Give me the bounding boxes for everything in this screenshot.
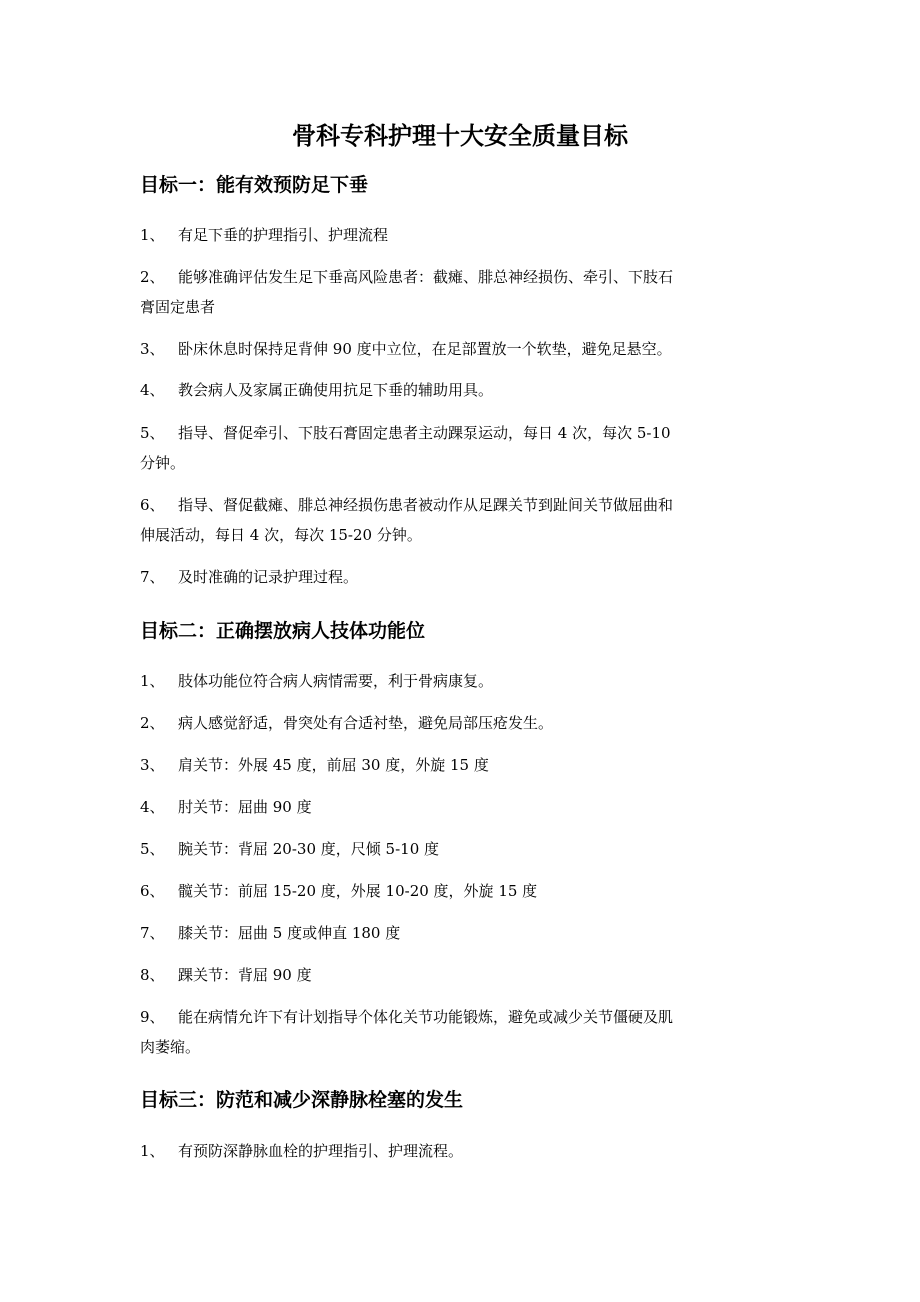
list-item	[140, 1002, 790, 1062]
list-item-number: 4、	[140, 798, 165, 816]
list-item-text: 及时准确的记录护理过程。	[178, 568, 359, 586]
list-item-number: 1、	[140, 1142, 165, 1160]
list-item-number: 2、	[140, 268, 165, 286]
list-item	[140, 708, 790, 738]
list-item-number: 8、	[140, 966, 165, 984]
list-item-number: 2、	[140, 714, 165, 732]
list-item-text: 指导、督促截瘫、腓总神经损伤患者被动作从足踝关节到趾间关节做屈曲和	[178, 496, 674, 514]
list-item	[140, 562, 790, 592]
list-item-text: 能够准确评估发生足下垂高风险患者：截瘫、腓总神经损伤、牵引、下肢石	[178, 268, 674, 286]
list-item-text: 有足下垂的护理指引、护理流程	[178, 226, 389, 244]
section-heading-goal-3: 目标三：防范和减少深静脉栓塞的发生	[140, 1089, 464, 1111]
list-item	[140, 490, 790, 550]
list-item-text: 有预防深静脉血栓的护理指引、护理流程。	[178, 1142, 464, 1160]
list-item	[140, 375, 790, 405]
list-item-number: 7、	[140, 924, 165, 942]
list-item	[140, 220, 790, 250]
list-item-continuation: 膏固定患者	[140, 298, 216, 316]
list-item-text: 肩关节：外展 45 度，前屈 30 度，外旋 15 度	[178, 756, 489, 774]
list-item	[140, 418, 790, 478]
list-item-continuation: 分钟。	[140, 454, 186, 472]
list-item-text: 膝关节：屈曲 5 度或伸直 180 度	[178, 924, 401, 942]
list-item-text: 卧床休息时保持足背伸 90 度中立位，在足部置放一个软垫，避免足悬空。	[178, 340, 672, 358]
document-title: 骨科专科护理十大安全质量目标	[292, 121, 628, 150]
list-item-text: 肘关节：屈曲 90 度	[178, 798, 312, 816]
list-item	[140, 750, 790, 780]
list-item-text: 髋关节：前屈 15-20 度，外展 10-20 度，外旋 15 度	[178, 882, 538, 900]
list-item	[140, 918, 790, 948]
list-item-number: 9、	[140, 1008, 165, 1026]
list-item	[140, 666, 790, 696]
list-item	[140, 834, 790, 864]
section-heading-goal-2: 目标二：正确摆放病人技体功能位	[140, 620, 426, 642]
list-item	[140, 334, 790, 364]
list-item-text: 踝关节：背屈 90 度	[178, 966, 312, 984]
list-item	[140, 792, 790, 822]
list-item-number: 3、	[140, 340, 165, 358]
list-item-number: 3、	[140, 756, 165, 774]
list-item-continuation: 肉萎缩。	[140, 1038, 201, 1056]
section-heading-goal-1: 目标一：能有效预防足下垂	[140, 174, 369, 196]
list-item-continuation: 伸展活动，每日 4 次，每次 15-20 分钟。	[140, 526, 422, 544]
list-item-text: 腕关节：背屈 20-30 度，尺倾 5-10 度	[178, 840, 440, 858]
list-item	[140, 960, 790, 990]
list-item-number: 1、	[140, 226, 165, 244]
list-item	[140, 1136, 790, 1166]
list-item	[140, 876, 790, 906]
list-item-number: 6、	[140, 496, 165, 514]
list-item-text: 教会病人及家属正确使用抗足下垂的辅助用具。	[178, 381, 494, 399]
list-item-number: 1、	[140, 672, 165, 690]
list-item-number: 6、	[140, 882, 165, 900]
list-item-text: 指导、督促牵引、下肢石膏固定患者主动踝泵运动，每日 4 次，每次 5-10	[178, 424, 671, 442]
list-item-number: 7、	[140, 568, 165, 586]
list-item-number: 5、	[140, 424, 165, 442]
list-item	[140, 262, 790, 322]
list-item-number: 5、	[140, 840, 165, 858]
list-item-text: 病人感觉舒适，骨突处有合适衬垫，避免局部压疮发生。	[178, 714, 554, 732]
list-item-number: 4、	[140, 381, 165, 399]
list-item-text: 能在病情允许下有计划指导个体化关节功能锻炼，避免或减少关节僵硬及肌	[178, 1008, 674, 1026]
list-item-text: 肢体功能位符合病人病情需要，利于骨病康复。	[178, 672, 494, 690]
